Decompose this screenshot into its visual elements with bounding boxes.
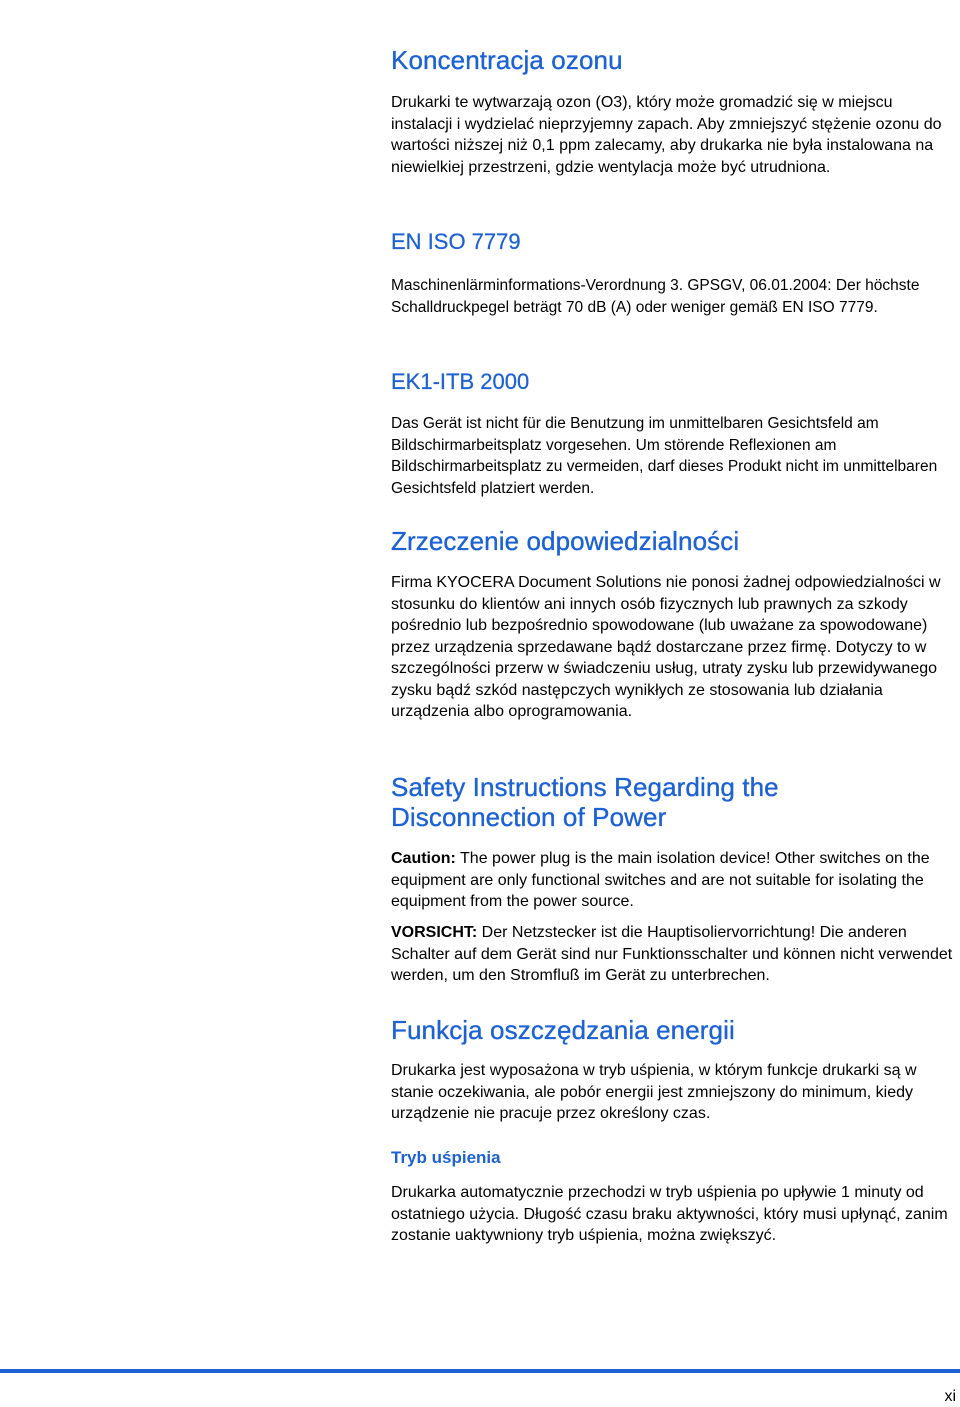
paragraph-iso7779: Maschinenlärminformations-Verordnung 3. GPSGV, 06.01.2004: Der höchste Schalldruckpegel beträgt 70 dB (A) oder weniger gemäß EN ISO 7779.	[391, 277, 920, 316]
heading-energy: Funkcja oszczędzania energii	[391, 1015, 735, 1045]
heading-ek1: EK1-ITB 2000	[391, 369, 530, 394]
heading-disclaimer: Zrzeczenie odpowiedzialności	[391, 526, 740, 556]
heading-iso7779: EN ISO 7779	[391, 229, 521, 254]
footer-rule	[0, 1369, 960, 1373]
page-number: xi	[944, 1388, 956, 1405]
caution-label: Caution:	[391, 850, 456, 867]
vorsicht-label: VORSICHT:	[391, 924, 478, 941]
heading-safety-line2: Disconnection of Power	[391, 802, 667, 832]
heading-ozone: Koncentracja ozonu	[391, 45, 623, 75]
paragraph-ek1: Das Gerät ist nicht für die Benutzung im unmittelbaren Gesichtsfeld am Bildschirmarbeitsplatz vorgesehen. Um störende Reflexionen am Bildschirmarbeitsplatz zu vermeiden, darf dieses Produkt nicht im unmittelbaren Gesichtsfeld platziert werden.	[391, 415, 938, 497]
heading-sleep-mode: Tryb uśpienia	[391, 1148, 501, 1167]
paragraph-disclaimer: Firma KYOCERA Document Solutions nie ponosi żadnej odpowiedzialności w stosunku do klientów ani innych osób fizycznych lub prawnych za szkody pośrednio lub bezpośrednio spowodowane (lub uważane za spowodowane) przez urządzenia sprzedawane bądź dostarczane przez firmę. Dotyczy to w szczególności przerw w świadczeniu usług, utraty zysku lub przewidywanego zysku bądź szkód następczych wynikłych ze stosowania lub działania urządzenia albo oprogramowania.	[391, 574, 941, 720]
paragraph-sleep-mode: Drukarka automatycznie przechodzi w tryb uśpienia po upływie 1 minuty od ostatniego użycia. Długość czasu braku aktywności, który musi upłynąć, zanim zostanie uaktywniony tryb uśpienia, można zwiększyć.	[391, 1184, 948, 1244]
paragraph-caution	[391, 848, 957, 913]
paragraph-vorsicht	[391, 922, 957, 987]
heading-safety-line1: Safety Instructions Regarding the	[391, 772, 779, 802]
heading-safety	[391, 772, 957, 832]
vorsicht-text: Der Netzstecker ist die Hauptisoliervorrichtung! Die anderen Schalter auf dem Gerät sind nur Funktionsschalter und können nicht verwendet werden, um den Stromfluß im Gerät zu unterbrechen.	[391, 924, 953, 984]
paragraph-ozone: Drukarki te wytwarzają ozon (O3), który może gromadzić się w miejscu instalacji i wydzielać nieprzyjemny zapach. Aby zmniejszyć stężenie ozonu do wartości niższej niż 0,1 ppm zalecamy, aby drukarka nie była instalowana na niewielkiej przestrzeni, gdzie wentylacja może być utrudniona.	[391, 94, 942, 176]
paragraph-energy: Drukarka jest wyposażona w tryb uśpienia, w którym funkcje drukarki są w stanie oczekiwania, ale pobór energii jest zmniejszony do minimum, kiedy urządzenie nie pracuje przez określony czas.	[391, 1062, 917, 1122]
caution-text: The power plug is the main isolation device! Other switches on the equipment are only functional switches and are not suitable for isolating the equipment from the power source.	[391, 850, 930, 910]
